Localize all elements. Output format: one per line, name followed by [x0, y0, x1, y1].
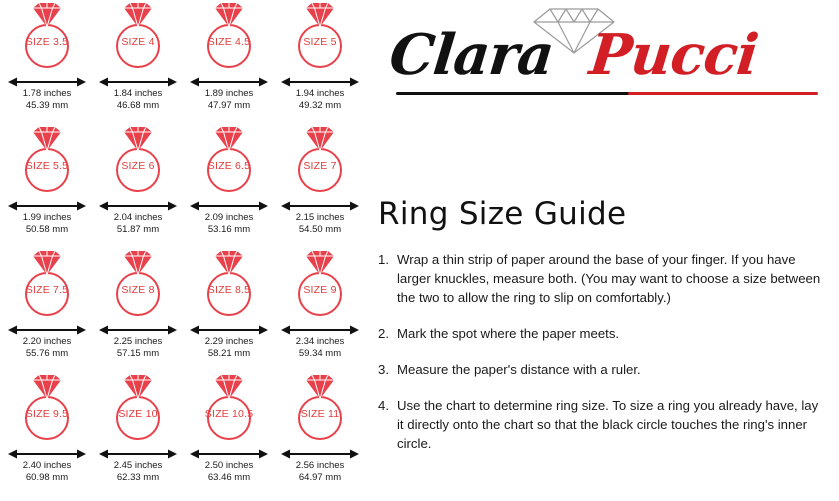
ring-outline-icon [2, 374, 92, 444]
guide-step-number: 1. [378, 252, 389, 267]
double-arrow-icon [8, 198, 86, 208]
ring-measurements [2, 212, 92, 235]
ring-mm: 47.97 mm [207, 99, 251, 111]
ring-outline-icon [184, 126, 274, 196]
ring-inches: 2.25 inches [113, 336, 163, 347]
ring-size-label: SIZE 4 [121, 36, 155, 48]
ring-measurements [275, 88, 365, 111]
ring-size-label: SIZE 9.5 [25, 408, 69, 420]
ring-size-chart [0, 0, 362, 501]
ring-inches: 2.50 inches [204, 460, 254, 471]
guide-step-text: Mark the spot where the paper meets. [397, 326, 620, 341]
ring-size-cell [184, 126, 274, 244]
ring-mm: 46.68 mm [116, 99, 160, 111]
double-arrow-icon [281, 322, 359, 332]
ring-size-cell [184, 374, 274, 492]
ring-size-label: SIZE 7 [303, 160, 337, 172]
ring-size-label: SIZE 9 [303, 284, 337, 296]
ring-size-label: SIZE 4.5 [207, 36, 251, 48]
ring-inches: 1.94 inches [295, 88, 345, 99]
ring-size-cell [275, 2, 365, 120]
ring-measurements [275, 460, 365, 483]
double-arrow-icon [8, 322, 86, 332]
double-arrow-icon [281, 446, 359, 456]
guide-step-text: Measure the paper's distance with a ruler. [397, 362, 641, 377]
ring-inches: 2.40 inches [22, 460, 72, 471]
ring-inches: 1.78 inches [22, 88, 72, 99]
ring-size-cell [184, 2, 274, 120]
ring-measurements [93, 336, 183, 359]
ring-size-label: SIZE 11 [300, 408, 340, 420]
ring-size-label: SIZE 3.5 [25, 36, 69, 48]
guide-step-number: 3. [378, 362, 389, 377]
double-arrow-icon [99, 322, 177, 332]
ring-inches: 2.29 inches [204, 336, 254, 347]
guide-panel [368, 0, 839, 501]
guide-step-text: Use the chart to determine ring size. To size a ring you already have, lay it directly onto the chart so that the black circle touches the ring's inner circle. [397, 398, 819, 451]
ring-outline-icon [275, 250, 365, 320]
ring-mm: 62.33 mm [116, 471, 160, 483]
ring-inches: 1.99 inches [22, 212, 72, 223]
guide-step [378, 396, 826, 453]
guide-step [378, 360, 826, 379]
ring-inches: 2.34 inches [295, 336, 345, 347]
guide-step-text: Wrap a thin strip of paper around the base of your finger. If you have larger knuckles, measure both. (You may want to choose a size between the two to allow the ring to slip on comfortably.) [397, 252, 821, 305]
ring-outline-icon [2, 250, 92, 320]
guide-steps [378, 250, 826, 470]
ring-mm: 63.46 mm [207, 471, 251, 483]
ring-outline-icon [93, 2, 183, 72]
ring-inches: 2.15 inches [295, 212, 345, 223]
ring-size-cell [275, 250, 365, 368]
ring-mm: 53.16 mm [207, 223, 251, 235]
ring-outline-icon [93, 126, 183, 196]
ring-inches: 2.20 inches [22, 336, 72, 347]
ring-size-cell [2, 250, 92, 368]
ring-size-cell [2, 126, 92, 244]
ring-mm: 45.39 mm [25, 99, 69, 111]
ring-size-label: SIZE 5.5 [25, 160, 69, 172]
ring-mm: 64.97 mm [298, 471, 342, 483]
ring-measurements [275, 336, 365, 359]
double-arrow-icon [99, 446, 177, 456]
ring-outline-icon [184, 2, 274, 72]
ring-measurements [184, 336, 274, 359]
ring-inches: 1.89 inches [204, 88, 254, 99]
ring-measurements [93, 460, 183, 483]
ring-mm: 51.87 mm [116, 223, 160, 235]
double-arrow-icon [190, 198, 268, 208]
double-arrow-icon [281, 74, 359, 84]
guide-step [378, 250, 826, 307]
ring-measurements [184, 212, 274, 235]
ring-size-label: SIZE 8 [121, 284, 155, 296]
ring-size-label: SIZE 6 [121, 160, 155, 172]
double-arrow-icon [190, 322, 268, 332]
double-arrow-icon [190, 74, 268, 84]
ring-mm: 60.98 mm [25, 471, 69, 483]
double-arrow-icon [281, 198, 359, 208]
ring-inches: 2.56 inches [295, 460, 345, 471]
ring-size-cell [93, 250, 183, 368]
double-arrow-icon [8, 446, 86, 456]
ring-mm: 55.76 mm [25, 347, 69, 359]
ring-size-cell [184, 250, 274, 368]
ring-size-cell [275, 126, 365, 244]
guide-step [378, 324, 826, 343]
ring-outline-icon [2, 126, 92, 196]
ring-size-cell [93, 374, 183, 492]
brand-underline-red [628, 92, 818, 95]
brand-logo [378, 4, 833, 104]
brand-name-first: Clara [386, 22, 557, 88]
ring-mm: 49.32 mm [298, 99, 342, 111]
guide-step-number: 4. [378, 398, 389, 413]
double-arrow-icon [8, 74, 86, 84]
double-arrow-icon [99, 74, 177, 84]
ring-measurements [275, 212, 365, 235]
guide-step-number: 2. [378, 326, 389, 341]
ring-size-cell [93, 126, 183, 244]
ring-mm: 59.34 mm [298, 347, 342, 359]
ring-size-label: SIZE 10.5 [204, 408, 254, 420]
ring-measurements [93, 88, 183, 111]
ring-outline-icon [275, 2, 365, 72]
ring-outline-icon [275, 126, 365, 196]
ring-measurements [184, 460, 274, 483]
ring-mm: 54.50 mm [298, 223, 342, 235]
ring-size-label: SIZE 8.5 [207, 284, 251, 296]
ring-size-cell [93, 2, 183, 120]
ring-outline-icon [275, 374, 365, 444]
ring-size-label: SIZE 5 [303, 36, 337, 48]
ring-size-cell [275, 374, 365, 492]
ring-outline-icon [184, 374, 274, 444]
ring-outline-icon [93, 250, 183, 320]
ring-outline-icon [2, 2, 92, 72]
ring-inches: 2.09 inches [204, 212, 254, 223]
ring-measurements [93, 212, 183, 235]
ring-mm: 57.15 mm [116, 347, 160, 359]
ring-size-label: SIZE 7.5 [25, 284, 69, 296]
ring-size-label: SIZE 6.5 [207, 160, 251, 172]
double-arrow-icon [99, 198, 177, 208]
ring-size-cell [2, 2, 92, 120]
ring-mm: 50.58 mm [25, 223, 69, 235]
brand-name-second: Pucci [586, 22, 761, 88]
ring-measurements [2, 336, 92, 359]
ring-measurements [2, 88, 92, 111]
ring-outline-icon [184, 250, 274, 320]
ring-mm: 58.21 mm [207, 347, 251, 359]
ring-outline-icon [93, 374, 183, 444]
page-title: Ring Size Guide [378, 196, 627, 232]
ring-measurements [2, 460, 92, 483]
ring-measurements [184, 88, 274, 111]
ring-inches: 2.04 inches [113, 212, 163, 223]
ring-inches: 1.84 inches [113, 88, 163, 99]
ring-size-cell [2, 374, 92, 492]
ring-size-label: SIZE 10 [118, 408, 158, 420]
ring-inches: 2.45 inches [113, 460, 163, 471]
double-arrow-icon [190, 446, 268, 456]
